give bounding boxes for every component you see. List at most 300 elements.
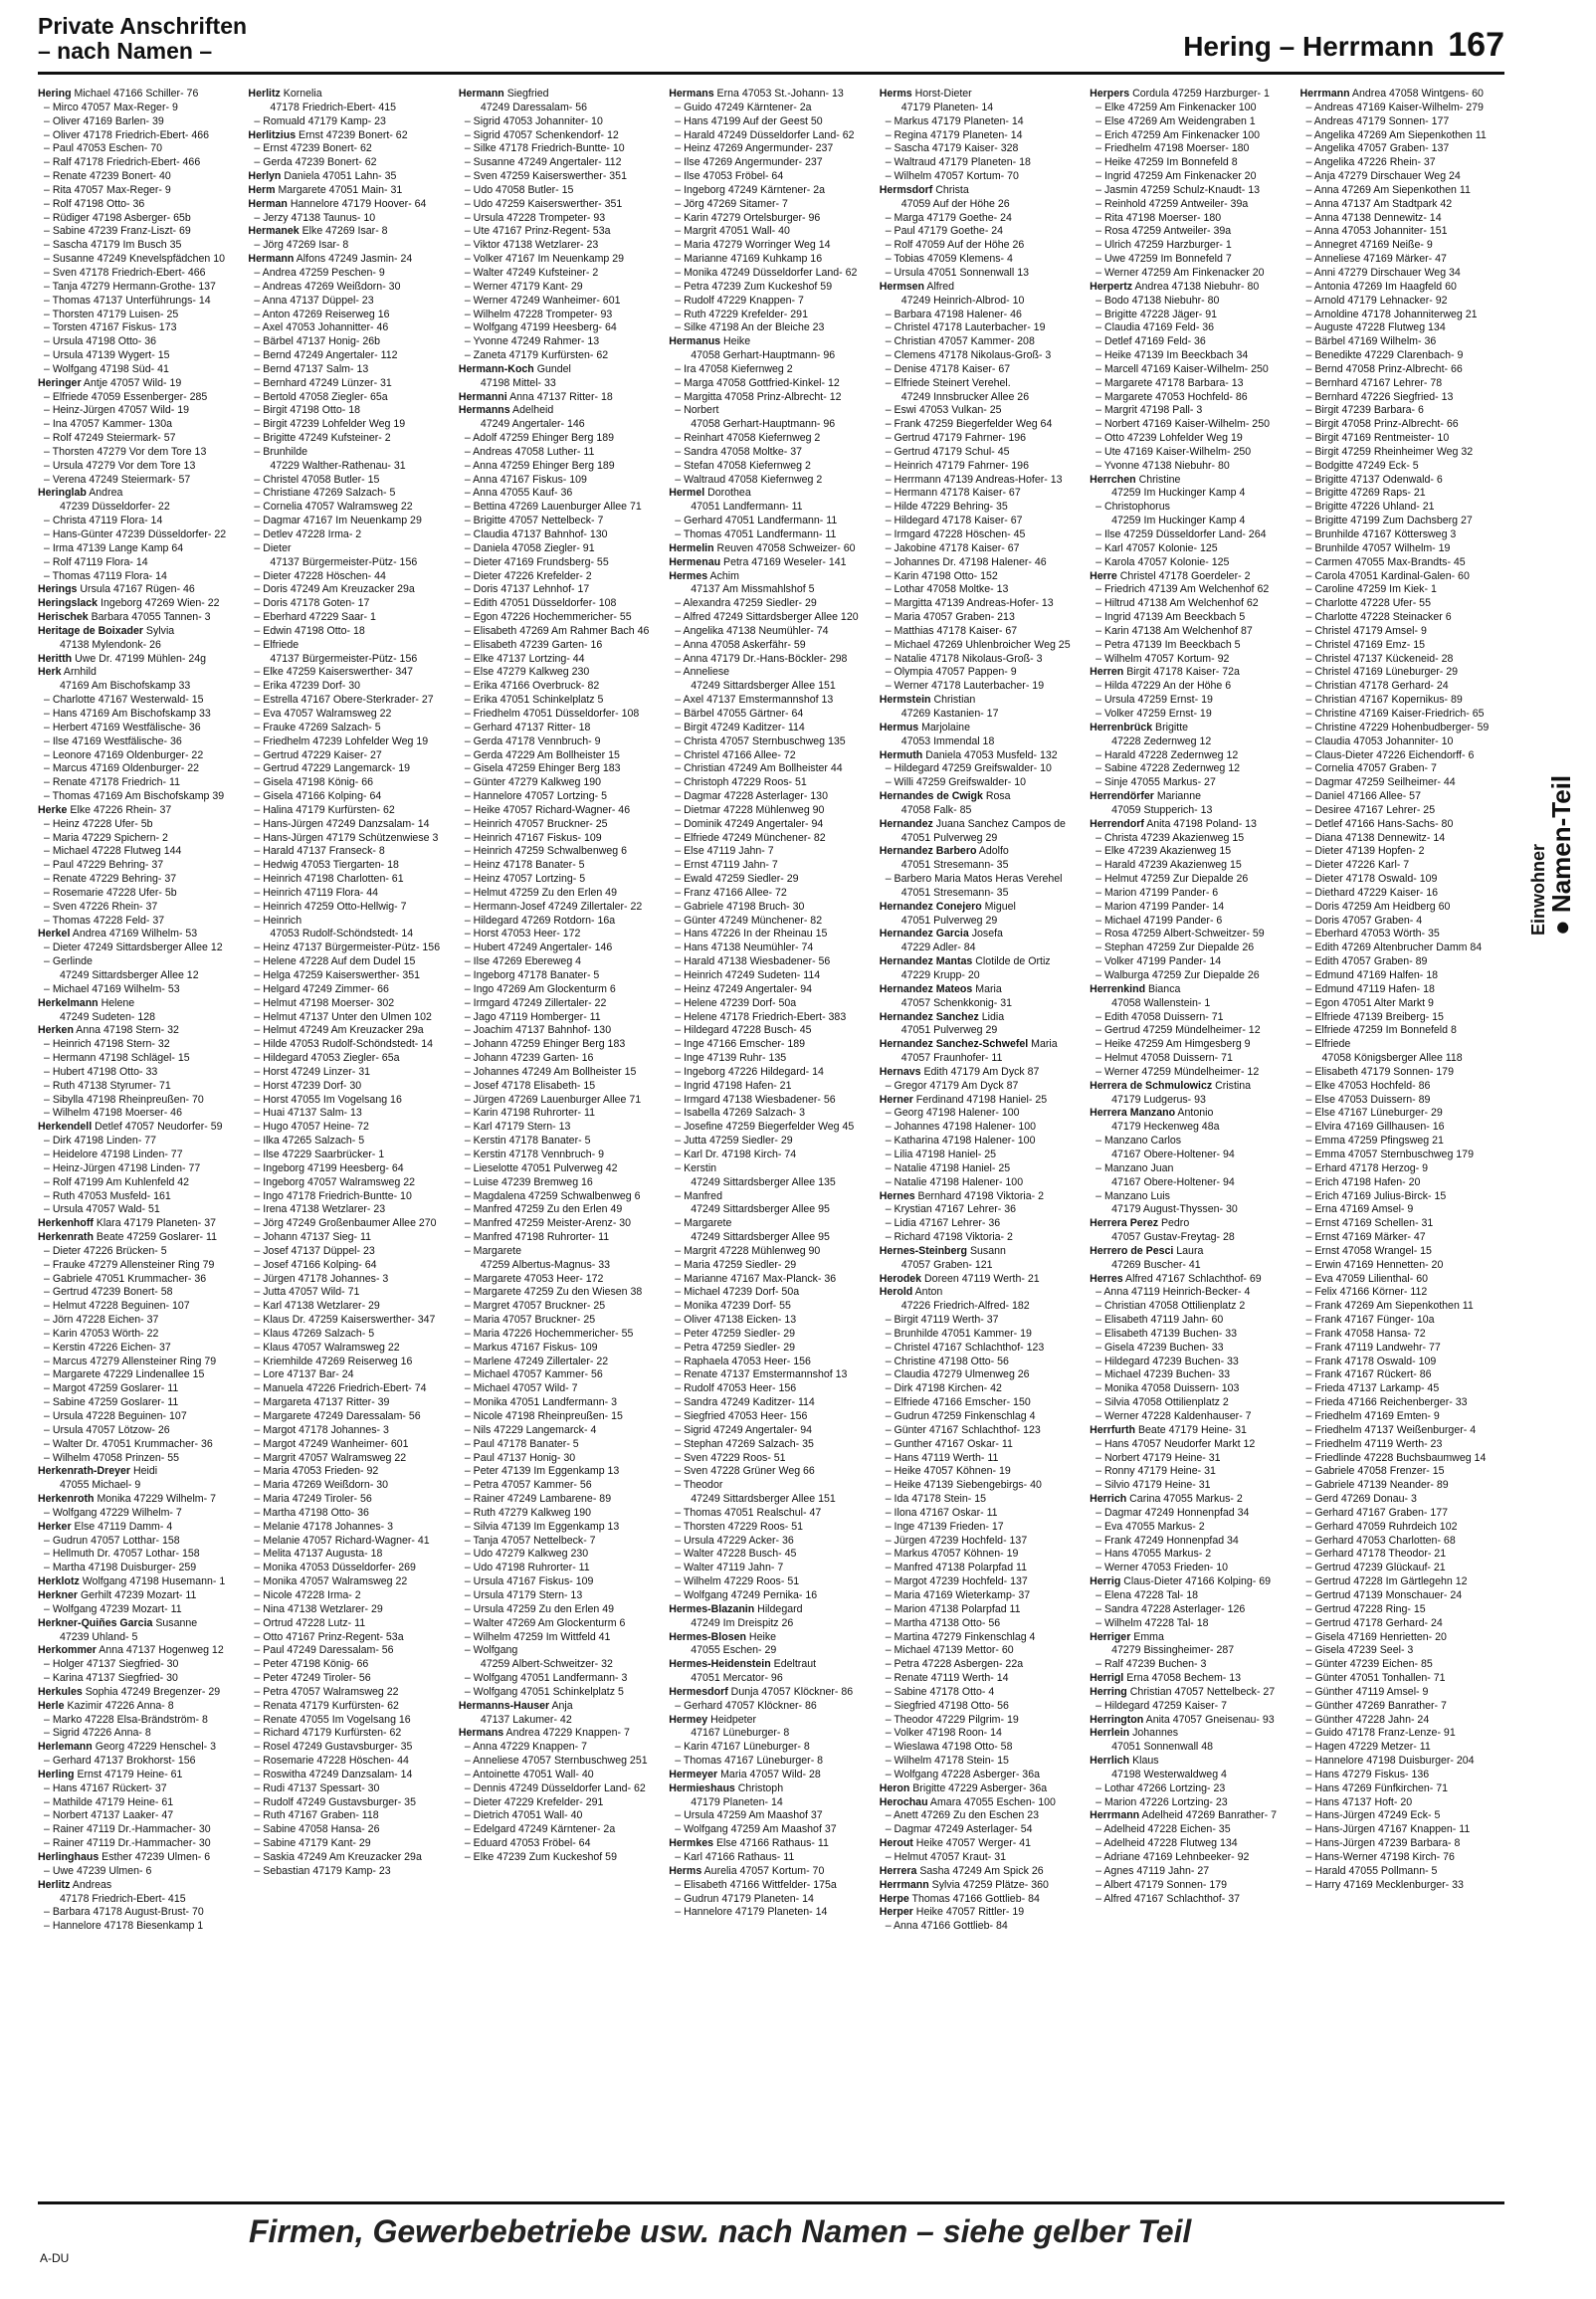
directory-entry: [880, 901, 1084, 915]
entry-text: – Werner 47178 Lauterbacher- 19: [885, 680, 1045, 693]
directory-entry: [669, 1796, 873, 1810]
entry-text: – Doris 47249 Am Kreuzacker 29a: [254, 583, 415, 596]
directory-entry: [669, 1741, 873, 1755]
entry-text: – Christian 47058 Ottilienplatz 2: [1096, 1300, 1246, 1313]
entry-text: – Rosa 47259 Albert-Schweitzer- 59: [1096, 928, 1265, 940]
directory-entry: [38, 115, 242, 129]
directory-entry: [880, 212, 1084, 226]
directory-entry: [880, 694, 1084, 708]
directory-entry: [248, 1038, 452, 1052]
directory-entry: [880, 528, 1084, 542]
directory-entry: [38, 102, 242, 115]
entry-text: – Walter 47249 Kufsteiner- 2: [464, 266, 599, 279]
entry-text: – Sabine 47179 Kant- 29: [254, 1837, 371, 1850]
entry-text: Josefa: [968, 928, 1003, 940]
directory-entry: [1300, 735, 1504, 749]
entry-text: – Hans 47199 Auf der Geest 50: [675, 114, 823, 127]
directory-entry: [248, 625, 452, 639]
directory-entry: [1090, 446, 1294, 460]
surname: Hermeyer: [669, 1768, 718, 1780]
entry-text: – Estrella 47167 Obere-Sterkrader- 27: [254, 694, 434, 707]
directory-entry: [248, 997, 452, 1011]
directory-entry: [1090, 1452, 1294, 1466]
entry-text: – Helene 47228 Auf dem Dudel 15: [254, 955, 416, 968]
surname: Hernavs: [879, 1065, 921, 1078]
directory-entry: [248, 309, 452, 322]
directory-entry: [1300, 1603, 1504, 1617]
entry-text: Juana Sanchez Campos de: [932, 817, 1066, 830]
entry-text: – Wilhelm 47228 Trompeter- 93: [464, 308, 613, 320]
directory-entry: [248, 198, 452, 212]
directory-entry: [248, 542, 452, 556]
surname: Herling: [38, 1768, 75, 1780]
entry-text: – Ingo 47269 Am Glockenturm 6: [464, 982, 616, 995]
entry-text: – Anna 47229 Knappen- 7: [464, 1741, 587, 1754]
entry-text: – Ronny 47179 Heine- 31: [1096, 1465, 1216, 1478]
directory-entry: [669, 901, 873, 915]
directory-entry: [880, 1410, 1084, 1424]
directory-entry: [1090, 1714, 1294, 1728]
directory-entry: [880, 941, 1084, 955]
entry-text: 47259 Albertus-Magnus- 33: [480, 1258, 610, 1271]
entry-text: – Walter Dr. 47051 Krummacher- 36: [44, 1437, 213, 1450]
entry-text: Andrea 47169 Wilhelm- 53: [70, 928, 198, 940]
directory-entry: [38, 1837, 242, 1851]
directory-entry: [1090, 335, 1294, 349]
directory-entry: [248, 460, 452, 474]
directory-entry: [669, 653, 873, 667]
directory-entry: [248, 1631, 452, 1645]
entry-text: – Marion 47199 Pander- 14: [1096, 900, 1225, 913]
directory-column: [459, 88, 663, 2178]
entry-text: 47249 Sittardsberger Allee 12: [60, 969, 199, 981]
entry-text: Maria 47057 Wild- 28: [717, 1768, 821, 1780]
entry-text: – Marcell 47169 Kaiser-Wilhelm- 250: [1096, 362, 1269, 375]
entry-text: – Hans 47137 Hoft- 20: [1305, 1795, 1413, 1808]
directory-entry: [38, 680, 242, 694]
directory-entry: [1300, 1162, 1504, 1176]
entry-text: – Klaus 47269 Salzach- 5: [254, 1327, 375, 1340]
surname: Herrmann: [1299, 88, 1350, 100]
directory-entry: [880, 1342, 1084, 1356]
directory-entry: [459, 1038, 663, 1052]
directory-entry: [459, 1107, 663, 1121]
directory-entry: [880, 818, 1084, 832]
entry-text: – Manfred 47259 Meister-Arenz- 30: [464, 1217, 632, 1230]
entry-text: – Rita 47198 Moerser- 180: [1096, 211, 1222, 224]
directory-entry: [459, 212, 663, 226]
entry-text: Elke 47269 Isar- 8: [299, 225, 388, 238]
directory-entry: [459, 1562, 663, 1575]
entry-text: – Hannelore 47057 Lortzing- 5: [464, 790, 607, 803]
entry-text: – Hermann-Josef 47249 Zillertaler- 22: [464, 900, 643, 913]
directory-entry: [1300, 1121, 1504, 1135]
entry-text: – Hilde 47229 Behring- 35: [885, 501, 1008, 514]
directory-entry: [248, 1259, 452, 1273]
entry-text: – Rolf 47059 Auf der Höhe 26: [885, 239, 1025, 252]
entry-text: – Gertrud 47179 Schul- 45: [885, 445, 1010, 458]
entry-text: – Erika 47166 Overbruck- 82: [464, 680, 600, 693]
entry-text: 47058 Wallenstein- 1: [1111, 996, 1211, 1009]
directory-entry: [38, 597, 242, 611]
entry-text: – Rudi 47137 Spessart- 30: [254, 1781, 380, 1794]
directory-entry: [459, 142, 663, 156]
entry-text: Else 47119 Damm- 4: [71, 1520, 173, 1533]
directory-entry: [1090, 1617, 1294, 1631]
entry-text: – Maria 47053 Frieden- 92: [254, 1465, 379, 1478]
entry-text: – Dieter 47139 Hopfen- 2: [1305, 845, 1425, 858]
entry-text: – Gerda 47178 Vennbruch- 9: [464, 734, 601, 747]
entry-text: – Sigrid 47057 Schenkendorf- 12: [464, 128, 619, 141]
entry-text: – Dieter 47249 Sittardsberger Allee 12: [44, 941, 223, 954]
entry-text: – Jago 47119 Homberger- 11: [464, 1010, 601, 1023]
directory-entry: [38, 556, 242, 570]
entry-text: – Detlef 47169 Feld- 36: [1096, 335, 1206, 348]
directory-entry: [459, 1066, 663, 1080]
entry-text: – Jasmin 47259 Schulz-Knaudt- 13: [1096, 183, 1261, 196]
entry-text: – Hildegard 47259 Greifswalder- 10: [885, 762, 1052, 775]
directory-entry: [459, 1686, 663, 1700]
entry-text: – Sebastian 47179 Kamp- 23: [254, 1864, 391, 1877]
entry-text: – Ute 47169 Kaiser-Wilhelm- 250: [1096, 445, 1252, 458]
entry-text: – Uwe 47259 Im Bonnefeld 7: [1096, 253, 1232, 266]
directory-entry: [1300, 639, 1504, 653]
entry-text: – Christophorus: [1096, 501, 1170, 514]
directory-entry: [1300, 474, 1504, 488]
directory-entry: [1300, 432, 1504, 446]
surname: Herlitzius: [248, 128, 297, 141]
directory-entry: [1300, 102, 1504, 115]
directory-entry: [1090, 1575, 1294, 1589]
directory-entry: [38, 915, 242, 929]
entry-text: – Gerlinde: [44, 955, 93, 968]
entry-text: – Dagmar 47259 Seilheimer- 44: [1305, 776, 1456, 789]
entry-text: – Martha 47198 Duisburger- 259: [44, 1562, 197, 1574]
directory-entry: [248, 267, 452, 281]
entry-text: – Hagen 47229 Metzer- 11: [1305, 1741, 1431, 1754]
entry-text: Heike: [720, 335, 751, 348]
directory-entry: [1300, 1755, 1504, 1769]
directory-entry: [669, 983, 873, 997]
entry-text: – Hans 47119 Werth- 11: [885, 1451, 999, 1464]
entry-text: – Elisabeth 47119 Jahn- 60: [1096, 1314, 1224, 1327]
directory-entry: [459, 583, 663, 597]
entry-text: – Eduard 47053 Fröbel- 64: [464, 1837, 591, 1850]
entry-text: – Ursula 47057 Wald- 51: [44, 1203, 160, 1216]
surname: Hernandez: [879, 817, 933, 830]
directory-entry: [1090, 102, 1294, 115]
directory-entry: [669, 115, 873, 129]
directory-entry: [1300, 1273, 1504, 1287]
entry-text: – Martha 47138 Otto- 56: [885, 1616, 1001, 1629]
entry-text: – Karin 47198 Otto- 152: [885, 569, 998, 582]
entry-text: – Wilhelm 47259 Im Wittfeld 41: [464, 1630, 611, 1643]
entry-text: 47058 Königsberger Allee 118: [1321, 1052, 1463, 1065]
entry-text: – Margrit 47057 Walramsweg 22: [254, 1451, 407, 1464]
directory-entry: [1090, 349, 1294, 363]
entry-text: – Wieslawa 47198 Otto- 58: [885, 1741, 1013, 1754]
entry-text: – Paul 47229 Behring- 37: [44, 859, 164, 872]
directory-entry: [1090, 377, 1294, 391]
directory-entry: [669, 501, 873, 515]
directory-entry: [1300, 309, 1504, 322]
directory-entry: [1300, 570, 1504, 584]
directory-entry: [1300, 1107, 1504, 1121]
entry-text: – Else 47279 Kalkweg 230: [464, 666, 590, 679]
directory-entry: [1090, 859, 1294, 873]
entry-text: – Birgit 47058 Prinz-Albrecht- 66: [1305, 418, 1459, 431]
entry-text: – Birgit 47169 Rentmeister- 10: [1305, 432, 1450, 445]
entry-text: – Alfred 47249 Sittardsberger Allee 120: [675, 611, 859, 624]
directory-entry: [880, 239, 1084, 253]
entry-text: – Friedhelm 47119 Werth- 23: [1305, 1437, 1443, 1450]
directory-entry: [1090, 432, 1294, 446]
entry-text: – Rudolf 47053 Heer- 156: [675, 1382, 797, 1395]
entry-text: – Sven 47226 Rhein- 37: [44, 900, 158, 913]
entry-text: – Johannes 47249 Am Bollheister 15: [464, 1065, 637, 1078]
entry-text: 47051 Landfermann- 11: [691, 501, 803, 514]
directory-entry: [459, 859, 663, 873]
surname: Herrendorf: [1090, 817, 1144, 830]
directory-entry: [880, 997, 1084, 1011]
surname: Herrera: [879, 1864, 917, 1877]
entry-text: – Hildegard 47259 Kaiser- 7: [1096, 1699, 1228, 1712]
entry-text: – Frank 47167 Rückert- 86: [1305, 1368, 1432, 1381]
entry-text: – Margareta 47137 Ritter- 39: [254, 1396, 390, 1409]
directory-entry: [1300, 873, 1504, 887]
entry-text: Gerhilt 47239 Mozart- 11: [78, 1588, 197, 1601]
entry-text: – Agnes 47119 Jahn- 27: [1096, 1864, 1210, 1877]
entry-text: – Nina 47138 Wetzlarer- 29: [254, 1602, 383, 1615]
directory-entry: [1300, 349, 1504, 363]
directory-entry: [459, 1135, 663, 1149]
directory-entry: [248, 1782, 452, 1796]
directory-entry: [1090, 625, 1294, 639]
entry-text: – Lilia 47198 Haniel- 25: [885, 1148, 996, 1160]
directory-entry: [1300, 1368, 1504, 1382]
surname: Herker: [38, 1520, 72, 1533]
directory-entry: [459, 88, 663, 102]
entry-text: – Christine 47169 Kaiser-Friedrich- 65: [1305, 707, 1485, 720]
entry-text: – Manfred 47138 Polarpfad 11: [885, 1562, 1028, 1574]
directory-entry: [669, 818, 873, 832]
surname: Hernandez Sanchez-Schwefel: [879, 1038, 1029, 1051]
entry-text: – Manfred: [675, 1189, 722, 1202]
entry-text: – Else 47053 Duissern- 89: [1305, 1093, 1431, 1106]
directory-entry: [669, 102, 873, 115]
entry-text: Christa: [932, 183, 969, 196]
surname: Herrich: [1090, 1493, 1127, 1506]
directory-entry: [1090, 1521, 1294, 1535]
footer-note: Firmen, Gewerbebetriebe usw. nach Namen – siehe gelber Teil: [249, 2213, 1192, 2249]
directory-entry: [880, 790, 1084, 804]
entry-text: – Elke 47239 Akazienweg 15: [1096, 845, 1232, 858]
entry-text: – Heinz 47228 Ufer- 5b: [44, 817, 153, 830]
directory-entry: [669, 1769, 873, 1782]
entry-text: – Silvia 47058 Ottilienplatz 2: [1096, 1396, 1229, 1409]
directory-entry: [880, 309, 1084, 322]
directory-entry: [459, 1700, 663, 1714]
entry-text: – Marianne 47167 Max-Planck- 36: [675, 1272, 837, 1285]
entry-text: – Hubert 47198 Otto- 33: [44, 1065, 158, 1078]
entry-text: – Brigitte 47269 Raps- 21: [1305, 487, 1426, 500]
directory-entry: [248, 928, 452, 941]
surname: Hernandez Garcia: [879, 928, 969, 940]
entry-text: – Gerda 47229 Am Bollheister 15: [464, 748, 620, 761]
directory-entry: [248, 363, 452, 377]
surname: Hermes-Blazanin: [669, 1602, 755, 1615]
directory-entry: [248, 515, 452, 528]
directory-entry: [1300, 1382, 1504, 1396]
directory-entry: [38, 653, 242, 667]
entry-text: – Gerhard 47167 Graben- 177: [1305, 1506, 1449, 1519]
directory-entry: [459, 818, 663, 832]
entry-text: – Sigrid 47053 Johanniter- 10: [464, 114, 603, 127]
entry-text: – Hans-Jürgen 47249 Danzsalam- 14: [254, 817, 430, 830]
entry-text: – Else 47269 Am Weidengraben 1: [1096, 114, 1256, 127]
directory-entry: [459, 666, 663, 680]
directory-entry: [38, 1424, 242, 1438]
entry-text: – Ilse 47229 Saarbrücker- 1: [254, 1148, 385, 1160]
entry-text: – Marlene 47249 Zillertaler- 22: [464, 1355, 609, 1367]
directory-entry: [459, 1603, 663, 1617]
directory-entry: [880, 129, 1084, 143]
entry-text: – Krystian 47167 Lehrer- 36: [885, 1203, 1017, 1216]
directory-entry: [38, 845, 242, 859]
directory-entry: [880, 335, 1084, 349]
directory-entry: [248, 1080, 452, 1094]
entry-text: – Ernst 47119 Jahn- 7: [675, 859, 778, 872]
directory-entry: [1090, 1562, 1294, 1575]
surname: Herlinghaus: [38, 1851, 100, 1863]
entry-text: Carina 47055 Markus- 2: [1126, 1493, 1243, 1506]
entry-text: – Margrit 47228 Mühlenweg 90: [675, 1244, 821, 1257]
entry-text: – Heike 47259 Im Bonnefeld 8: [1096, 156, 1238, 169]
entry-text: – Sabine 47259 Goslarer- 11: [44, 1396, 179, 1409]
entry-text: – Eva 47059 Lilienthal- 60: [1305, 1272, 1429, 1285]
entry-text: – Ulrich 47259 Harzburger- 1: [1096, 239, 1232, 252]
directory-entry: [1090, 1851, 1294, 1865]
directory-entry: [459, 887, 663, 901]
entry-text: – Paul 47137 Honig- 30: [464, 1451, 576, 1464]
directory-entry: [248, 845, 452, 859]
entry-text: – Friedhelm 47169 Emten- 9: [1305, 1410, 1440, 1422]
entry-text: – Renate 47119 Werth- 14: [885, 1672, 1009, 1685]
directory-entry: [1090, 666, 1294, 680]
directory-entry: [38, 1493, 242, 1507]
directory-entry: [1090, 1535, 1294, 1549]
directory-entry: [38, 832, 242, 846]
entry-text: – Rosemarie 47228 Höschen- 44: [254, 1755, 409, 1768]
directory-entry: [880, 1121, 1084, 1135]
directory-entry: [1300, 790, 1504, 804]
directory-entry: [1090, 887, 1294, 901]
entry-text: – Jerzy 47138 Taunus- 10: [254, 211, 376, 224]
entry-text: – Heinrich 47259 Otto-Hellwig- 7: [254, 900, 407, 913]
directory-entry: [880, 1176, 1084, 1190]
entry-text: – Josefine 47259 Biegerfelder Weg 45: [675, 1121, 855, 1134]
entry-text: – Saskia 47249 Am Kreuzacker 29a: [254, 1851, 422, 1863]
entry-text: – Dieter 47178 Oswald- 109: [1305, 873, 1438, 886]
entry-text: – Renate 47137 Emstermannshof 13: [675, 1368, 848, 1381]
directory-entry: [459, 1658, 663, 1672]
surname: Hermanus: [669, 335, 721, 348]
entry-text: – Inge 47139 Ruhr- 135: [675, 1052, 787, 1065]
directory-entry: [38, 1438, 242, 1452]
directory-entry: [38, 583, 242, 597]
directory-entry: [38, 776, 242, 790]
directory-entry: [459, 955, 663, 969]
directory-entry: [459, 515, 663, 528]
entry-text: – Christa 47119 Flora- 14: [44, 515, 163, 527]
entry-text: – Ingrid 47139 Am Beeckbach 5: [1096, 611, 1246, 624]
entry-text: – Claus-Dieter 47226 Eichendorff- 6: [1305, 748, 1475, 761]
entry-text: Erna 47058 Bechem- 13: [1123, 1672, 1242, 1685]
directory-entry: [669, 404, 873, 418]
name-range: Hering – Herrmann: [1183, 31, 1435, 62]
directory-entry: [880, 915, 1084, 929]
directory-entry: [38, 1672, 242, 1686]
entry-text: Ernst 47179 Heine- 61: [74, 1768, 183, 1780]
entry-text: – Norbert 47137 Laaker- 47: [44, 1809, 174, 1822]
entry-text: – Erwin 47169 Hennetten- 20: [1305, 1258, 1444, 1271]
directory-entry: [459, 184, 663, 198]
entry-text: – Anja 47279 Dirschauer Weg 24: [1305, 170, 1461, 183]
entry-text: – Thorsten 47179 Luisen- 25: [44, 308, 179, 320]
entry-text: – Margrit 47051 Wall- 40: [675, 225, 790, 238]
surname: Heringlab: [38, 487, 87, 500]
directory-entry: [669, 1024, 873, 1038]
directory-entry: [38, 267, 242, 281]
entry-text: – Maria 47057 Graben- 213: [885, 611, 1015, 624]
entry-text: – Manzano Carlos: [1096, 1135, 1182, 1148]
entry-text: – Denise 47178 Kaiser- 67: [885, 362, 1011, 375]
entry-text: – Adelheid 47228 Eichen- 35: [1096, 1823, 1231, 1836]
surname: Herrero de Pesci: [1090, 1244, 1174, 1257]
directory-entry: [1090, 1548, 1294, 1562]
directory-entry: [459, 1382, 663, 1396]
entry-text: – Peter 47198 König- 66: [254, 1658, 369, 1671]
directory-entry: [38, 611, 242, 625]
directory-entry: [669, 1342, 873, 1356]
section-subtitle: – nach Namen –: [38, 38, 213, 64]
entry-text: Ernst 47239 Bonert- 62: [296, 128, 408, 141]
directory-entry: [459, 1203, 663, 1217]
directory-entry: [38, 446, 242, 460]
directory-entry: [880, 281, 1084, 295]
entry-text: 47059 Stupperich- 13: [1111, 803, 1213, 816]
entry-text: – Bernhard 47249 Lünzer- 31: [254, 376, 392, 389]
directory-entry: [1090, 983, 1294, 997]
directory-entry: [880, 1107, 1084, 1121]
directory-entry: [1300, 1066, 1504, 1080]
entry-text: Maria: [972, 982, 1002, 995]
surname: Herpe: [879, 1892, 909, 1905]
surname: Herms: [879, 88, 912, 100]
directory-entry: [1300, 983, 1504, 997]
entry-text: – Ruth 47138 Styrumer- 71: [44, 1079, 171, 1092]
entry-text: – Josef 47137 Düppel- 23: [254, 1244, 375, 1257]
directory-entry: [459, 1507, 663, 1521]
entry-text: – Gudrun 47057 Lotthar- 158: [44, 1534, 180, 1547]
entry-text: – Gertrud 47178 Gerhard- 24: [1305, 1616, 1443, 1629]
entry-text: – Anna 47119 Heinrich-Becker- 4: [1096, 1286, 1251, 1299]
entry-text: – Gerhard 47053 Charlotten- 68: [1305, 1534, 1456, 1547]
directory-entry: [459, 1024, 663, 1038]
entry-text: – Elfriede: [254, 638, 299, 651]
entry-text: – Rudolf 47229 Knappen- 7: [675, 294, 804, 307]
directory-entry: [1300, 156, 1504, 170]
